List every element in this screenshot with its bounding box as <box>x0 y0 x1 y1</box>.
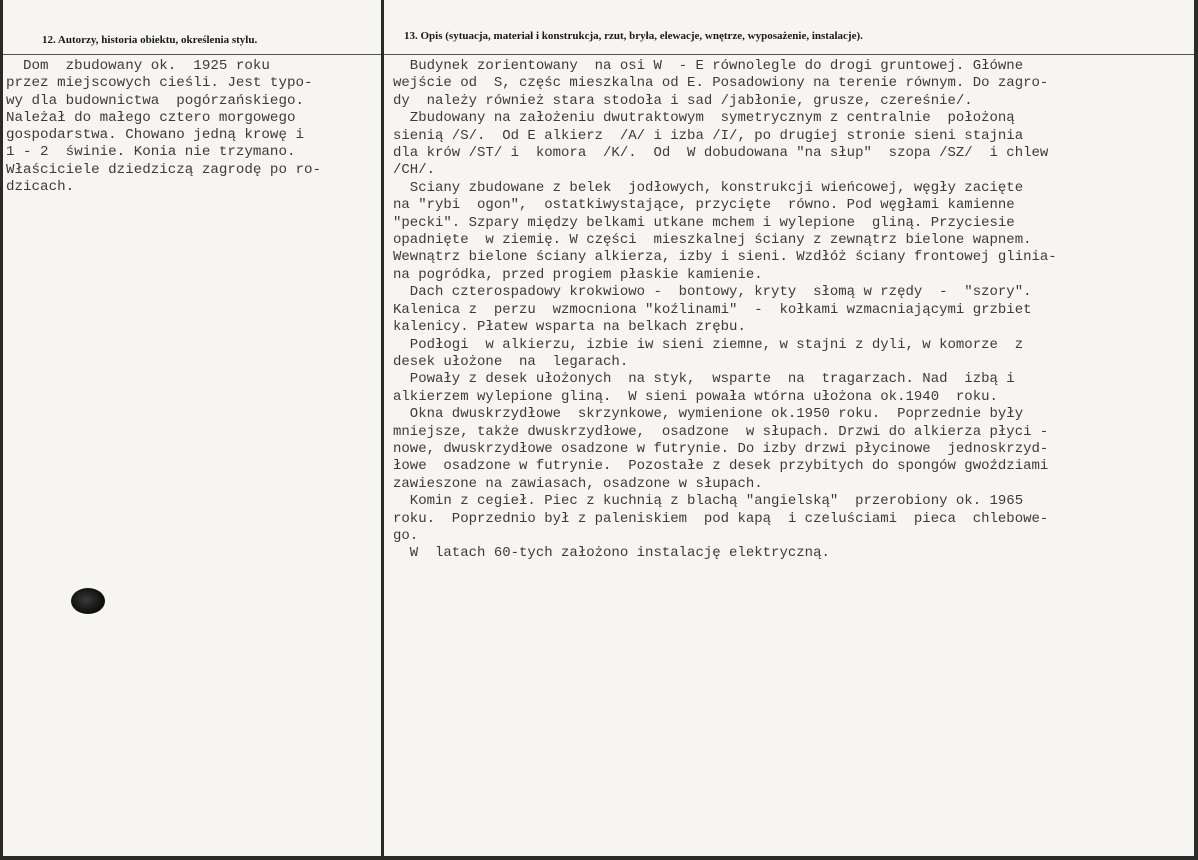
left-border <box>0 0 3 860</box>
column-divider <box>381 0 384 860</box>
right-border <box>1194 0 1198 860</box>
punch-hole <box>71 588 105 614</box>
section-13-title: 13. Opis (sytuacja, materiał i konstrukcja, rzut, bryła, elewacje, wnętrze, wyposażenie, instalacje). <box>404 30 863 42</box>
header-rule-right <box>384 54 1194 55</box>
section-12-text: Dom zbudowany ok. 1925 roku przez miejscowych cieśli. Jest typo- wy dla budownictwa pogórzańskiego. Należał do małego cztero morgowego gospodarstwa. Chowano jedną krowę i 1 - 2 świnie. Konia nie trzymano. Właściciele dziedziczą zagrodę po ro- dzicach. <box>6 58 322 196</box>
bottom-border <box>0 856 1198 860</box>
header-rule-left <box>3 54 381 55</box>
section-13-text: Budynek zorientowany na osi W - E równolegle do drogi gruntowej. Główne wejście od S, częśc mieszkalna od E. Posadowiony na terenie równym. Do zagro- dy należy również stara stodoła i sad /jabłonie, grusze, czereśnie/. Zbudowany na założeniu dwutraktowym symetrycznym z centralnie położoną sienią /S/. Od E alkierz /A/ i izba /I/, po drugiej stronie sieni stajnia dla krów /ST/ i komora /K/. Od W dobudowana "na słup" szopa /SZ/ i chlew /CH/. Sciany zbudowane z belek jodłowych, konstrukcji wieńcowej, węgły zacięte na "rybi ogon", ostatkiwystające, przycięte równo. Pod węgłami kamienne "pecki". Szpary między belkami utkane mchem i wylepione gliną. Przyciesie opadnięte w ziemię. W części mieszkalnej ściany z zewnątrz bielone wapnem. Wewnątrz bielone ściany alkierza, izby i sieni. Wzdłóż ściany frontowej glinia- na pogródka, przed progiem płaskie kamienie. Dach czterospadowy krokwiowo - bontowy, kryty słomą w rzędy - "szory". Kalenica z perzu wzmocniona "koźlinami" - kołkami wzmacniającymi grzbiet kalenicy. Płatew wsparta na belkach zrębu. Podłogi w alkierzu, izbie iw sieni ziemne, w stajni z dyli, w komorze z desek ułożone na legarach. Powały z desek ułożonych na styk, wsparte na tragarzach. Nad izbą i alkierzem wylepione gliną. W sieni powała wtórna ułożona ok.1940 roku. Okna dwuskrzydłowe skrzynkowe, wymienione ok.1950 roku. Poprzednie były mniejsze, także dwuskrzydłowe, osadzone w słupach. Drzwi do alkierza płyci - nowe, dwuskrzydłowe osadzone w futrynie. Do izby drzwi płycinowe jednoskrzyd- łowe osadzone w futrynie. Pozostałe z desek przybitych do spongów gwoździami zawieszone na zawiasach, osadzone w słupach. Komin z cegieł. Piec z kuchnią z blachą "angielską" przerobiony ok. 1965 roku. Poprzednio był z paleniskiem pod kapą i czeluściami pieca chlebowe- go. W latach 60-tych założono instalację elektryczną. <box>393 58 1057 562</box>
section-12-title: 12. Autorzy, historia obiektu, określenia stylu. <box>42 34 258 46</box>
